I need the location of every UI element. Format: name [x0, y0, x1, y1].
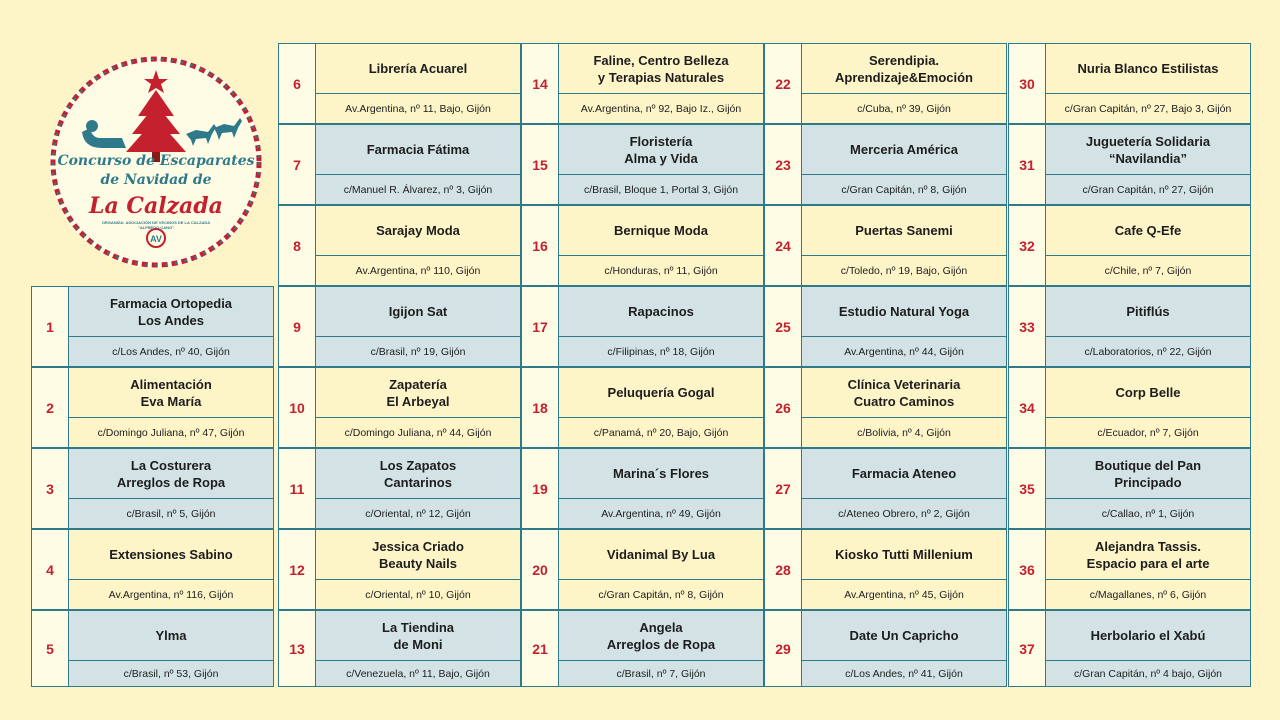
entry-number: 22 [765, 44, 802, 123]
entry-name: Farmacia Ateneo [802, 449, 1006, 499]
entry-number: 17 [522, 287, 559, 366]
entry-address: Av.Argentina, nº 44, Gijón [802, 337, 1006, 366]
entry-card [521, 367, 764, 448]
entry-number: 2 [32, 368, 69, 447]
entry-address: c/Gran Capitán, nº 27, Bajo 3, Gijón [1046, 94, 1250, 123]
entry-body [559, 206, 763, 285]
entry-body [316, 611, 520, 686]
entry-card [31, 610, 274, 687]
entry-body [802, 287, 1006, 366]
entry-body [1046, 206, 1250, 285]
entry-body [1046, 287, 1250, 366]
entry-number: 15 [522, 125, 559, 204]
entry-name: Merceria América [802, 125, 1006, 175]
entry-address: c/Laboratorios, nº 22, Gijón [1046, 337, 1250, 366]
entry-body [559, 368, 763, 447]
entry-name: Cafe Q-Efe [1046, 206, 1250, 256]
entry-name: Farmacia Fátima [316, 125, 520, 175]
logo-line-3: La Calzada [89, 193, 223, 219]
entry-card [1008, 367, 1251, 448]
entry-number: 33 [1009, 287, 1046, 366]
entry-address: c/Panamá, nº 20, Bajo, Gijón [559, 418, 763, 447]
entry-number: 3 [32, 449, 69, 528]
entry-card [278, 286, 521, 367]
entry-body [316, 530, 520, 609]
entry-name: Date Un Capricho [802, 611, 1006, 661]
entry-number: 26 [765, 368, 802, 447]
entry-card [278, 448, 521, 529]
entry-card [278, 205, 521, 286]
entry-body [316, 44, 520, 123]
entry-address: c/Oriental, nº 12, Gijón [316, 499, 520, 528]
entry-name: Alejandra Tassis. Espacio para el arte [1046, 530, 1250, 580]
entry-number: 19 [522, 449, 559, 528]
entry-number: 7 [279, 125, 316, 204]
entry-name: Rapacinos [559, 287, 763, 337]
entry-body [802, 125, 1006, 204]
entry-number: 16 [522, 206, 559, 285]
entry-card [764, 43, 1007, 124]
entry-address: c/Manuel R. Álvarez, nº 3, Gijón [316, 175, 520, 204]
entry-number: 37 [1009, 611, 1046, 686]
entry-name: Corp Belle [1046, 368, 1250, 418]
logo-organizer-text: ORGANIZA: ASOCIACIÓN DE VECINOS DE LA CALZADA "ALFREDO CANO" [101, 220, 211, 230]
entry-card [764, 367, 1007, 448]
entry-card [1008, 124, 1251, 205]
entry-card [521, 610, 764, 687]
entry-address: c/Brasil, Bloque 1, Portal 3, Gijón [559, 175, 763, 204]
entry-card [1008, 448, 1251, 529]
entry-address: Av.Argentina, nº 110, Gijón [316, 256, 520, 285]
entry-name: Vidanimal By Lua [559, 530, 763, 580]
entry-number: 35 [1009, 449, 1046, 528]
entry-number: 1 [32, 287, 69, 366]
entry-address: c/Oriental, nº 10, Gijón [316, 580, 520, 609]
entry-address: c/Brasil, nº 19, Gijón [316, 337, 520, 366]
entry-number: 29 [765, 611, 802, 686]
entry-name: Angela Arreglos de Ropa [559, 611, 763, 661]
entry-name: Sarajay Moda [316, 206, 520, 256]
entry-number: 27 [765, 449, 802, 528]
entry-address: c/Honduras, nº 11, Gijón [559, 256, 763, 285]
entry-name: Puertas Sanemi [802, 206, 1006, 256]
entry-name: La Tiendina de Moni [316, 611, 520, 661]
entry-body [559, 611, 763, 686]
entry-body [802, 368, 1006, 447]
entry-name: Juguetería Solidaria “Navilandia” [1046, 125, 1250, 175]
entry-card [278, 43, 521, 124]
entry-number: 30 [1009, 44, 1046, 123]
entry-address: c/Chile, nº 7, Gijón [1046, 256, 1250, 285]
entry-card [1008, 610, 1251, 687]
entry-body [1046, 530, 1250, 609]
entry-body [69, 611, 273, 686]
entry-address: c/Domingo Juliana, nº 44, Gijón [316, 418, 520, 447]
entry-card [521, 205, 764, 286]
entry-card [1008, 43, 1251, 124]
entry-card [764, 448, 1007, 529]
entry-body [802, 530, 1006, 609]
entry-name: Jessica Criado Beauty Nails [316, 530, 520, 580]
entry-name: Alimentación Eva María [69, 368, 273, 418]
entry-number: 12 [279, 530, 316, 609]
entry-name: Pitiflús [1046, 287, 1250, 337]
entry-name: La Costurera Arreglos de Ropa [69, 449, 273, 499]
entry-address: c/Gran Capitán, nº 8, Gijón [802, 175, 1006, 204]
entry-number: 32 [1009, 206, 1046, 285]
entry-body [1046, 44, 1250, 123]
entry-number: 31 [1009, 125, 1046, 204]
entry-number: 23 [765, 125, 802, 204]
logo-line-2: de Navidad de [100, 172, 212, 188]
entry-name: Nuria Blanco Estilistas [1046, 44, 1250, 94]
entry-body [316, 206, 520, 285]
entry-body [559, 44, 763, 123]
entry-name: Bernique Moda [559, 206, 763, 256]
entry-address: c/Magallanes, nº 6, Gijón [1046, 580, 1250, 609]
entry-name: Zapatería El Arbeyal [316, 368, 520, 418]
entry-card [1008, 529, 1251, 610]
entry-address: c/Brasil, nº 53, Gijón [69, 661, 273, 686]
entry-body [316, 449, 520, 528]
entry-card [1008, 286, 1251, 367]
entry-body [1046, 125, 1250, 204]
entry-address: c/Brasil, nº 5, Gijón [69, 499, 273, 528]
entry-address: Av.Argentina, nº 11, Bajo, Gijón [316, 94, 520, 123]
entry-address: c/Filipinas, nº 18, Gijón [559, 337, 763, 366]
entry-card [31, 367, 274, 448]
entry-number: 5 [32, 611, 69, 686]
entry-body [802, 44, 1006, 123]
entry-card [764, 529, 1007, 610]
entry-card [31, 448, 274, 529]
entry-address: c/Los Andes, nº 40, Gijón [69, 337, 273, 366]
entry-body [1046, 449, 1250, 528]
entry-address: Av.Argentina, nº 116, Gijón [69, 580, 273, 609]
entry-name: Clínica Veterinaria Cuatro Caminos [802, 368, 1006, 418]
entry-card [521, 43, 764, 124]
entry-card [764, 286, 1007, 367]
entry-card [521, 124, 764, 205]
entry-name: Faline, Centro Belleza y Terapias Naturales [559, 44, 763, 94]
entry-card [521, 286, 764, 367]
entry-card [278, 529, 521, 610]
entry-name: Serendipia. Aprendizaje&Emoción [802, 44, 1006, 94]
entry-address: c/Ateneo Obrero, nº 2, Gijón [802, 499, 1006, 528]
entry-body [802, 449, 1006, 528]
entry-card [764, 205, 1007, 286]
entry-number: 18 [522, 368, 559, 447]
entry-name: Los Zapatos Cantarinos [316, 449, 520, 499]
entry-address: c/Gran Capitán, nº 4 bajo, Gijón [1046, 661, 1250, 686]
entry-address: c/Gran Capitán, nº 27, Gijón [1046, 175, 1250, 204]
entry-name: Marina´s Flores [559, 449, 763, 499]
entry-name: Kiosko Tutti Millenium [802, 530, 1006, 580]
entry-address: Av.Argentina, nº 49, Gijón [559, 499, 763, 528]
contest-logo [46, 52, 266, 272]
entry-body [69, 368, 273, 447]
entry-body [559, 530, 763, 609]
entry-body [316, 368, 520, 447]
entry-body [559, 125, 763, 204]
entry-body [1046, 611, 1250, 686]
entry-number: 10 [279, 368, 316, 447]
entry-number: 11 [279, 449, 316, 528]
entry-number: 28 [765, 530, 802, 609]
entry-body [69, 449, 273, 528]
entry-name: Estudio Natural Yoga [802, 287, 1006, 337]
entry-number: 24 [765, 206, 802, 285]
entry-number: 20 [522, 530, 559, 609]
entry-address: Av.Argentina, nº 92, Bajo Iz., Gijón [559, 94, 763, 123]
entry-card [31, 286, 274, 367]
entry-number: 4 [32, 530, 69, 609]
entry-card [521, 529, 764, 610]
entry-name: Peluquería Gogal [559, 368, 763, 418]
entry-body [559, 449, 763, 528]
entry-number: 21 [522, 611, 559, 686]
entry-body [1046, 368, 1250, 447]
entry-name: Librería Acuarel [316, 44, 520, 94]
entry-address: c/Domingo Juliana, nº 47, Gijón [69, 418, 273, 447]
entry-card [1008, 205, 1251, 286]
entry-address: c/Venezuela, nº 11, Bajo, Gijón [316, 661, 520, 686]
entry-number: 8 [279, 206, 316, 285]
entry-name: Ylma [69, 611, 273, 661]
entry-body [559, 287, 763, 366]
entry-card [278, 610, 521, 687]
entry-body [316, 287, 520, 366]
entry-card [764, 610, 1007, 687]
entry-card [521, 448, 764, 529]
entry-name: Floristería Alma y Vida [559, 125, 763, 175]
entry-body [69, 287, 273, 366]
entry-name: Igijon Sat [316, 287, 520, 337]
entry-number: 13 [279, 611, 316, 686]
entry-number: 14 [522, 44, 559, 123]
entry-address: c/Gran Capitán, nº 8, Gijón [559, 580, 763, 609]
entry-address: c/Brasil, nº 7, Gijón [559, 661, 763, 686]
entry-address: Av.Argentina, nº 45, Gijón [802, 580, 1006, 609]
entry-number: 34 [1009, 368, 1046, 447]
entry-number: 25 [765, 287, 802, 366]
entry-address: c/Callao, nº 1, Gijón [1046, 499, 1250, 528]
entry-name: Farmacia Ortopedia Los Andes [69, 287, 273, 337]
entry-body [802, 611, 1006, 686]
entry-body [802, 206, 1006, 285]
svg-text:AV: AV [150, 234, 162, 244]
entry-address: c/Los Andes, nº 41, Gijón [802, 661, 1006, 686]
entry-name: Extensiones Sabino [69, 530, 273, 580]
entry-card [278, 367, 521, 448]
entry-body [316, 125, 520, 204]
entry-number: 36 [1009, 530, 1046, 609]
entry-name: Boutique del Pan Principado [1046, 449, 1250, 499]
entry-address: c/Bolivia, nº 4, Gijón [802, 418, 1006, 447]
entry-card [278, 124, 521, 205]
entry-card [764, 124, 1007, 205]
logo-line-1: Concurso de Escaparates [57, 153, 255, 169]
entry-card [31, 529, 274, 610]
entry-address: c/Ecuador, nº 7, Gijón [1046, 418, 1250, 447]
entry-address: c/Toledo, nº 19, Bajo, Gijón [802, 256, 1006, 285]
entry-body [69, 530, 273, 609]
entry-address: c/Cuba, nº 39, Gijón [802, 94, 1006, 123]
entry-name: Herbolario el Xabú [1046, 611, 1250, 661]
entry-number: 9 [279, 287, 316, 366]
entry-number: 6 [279, 44, 316, 123]
